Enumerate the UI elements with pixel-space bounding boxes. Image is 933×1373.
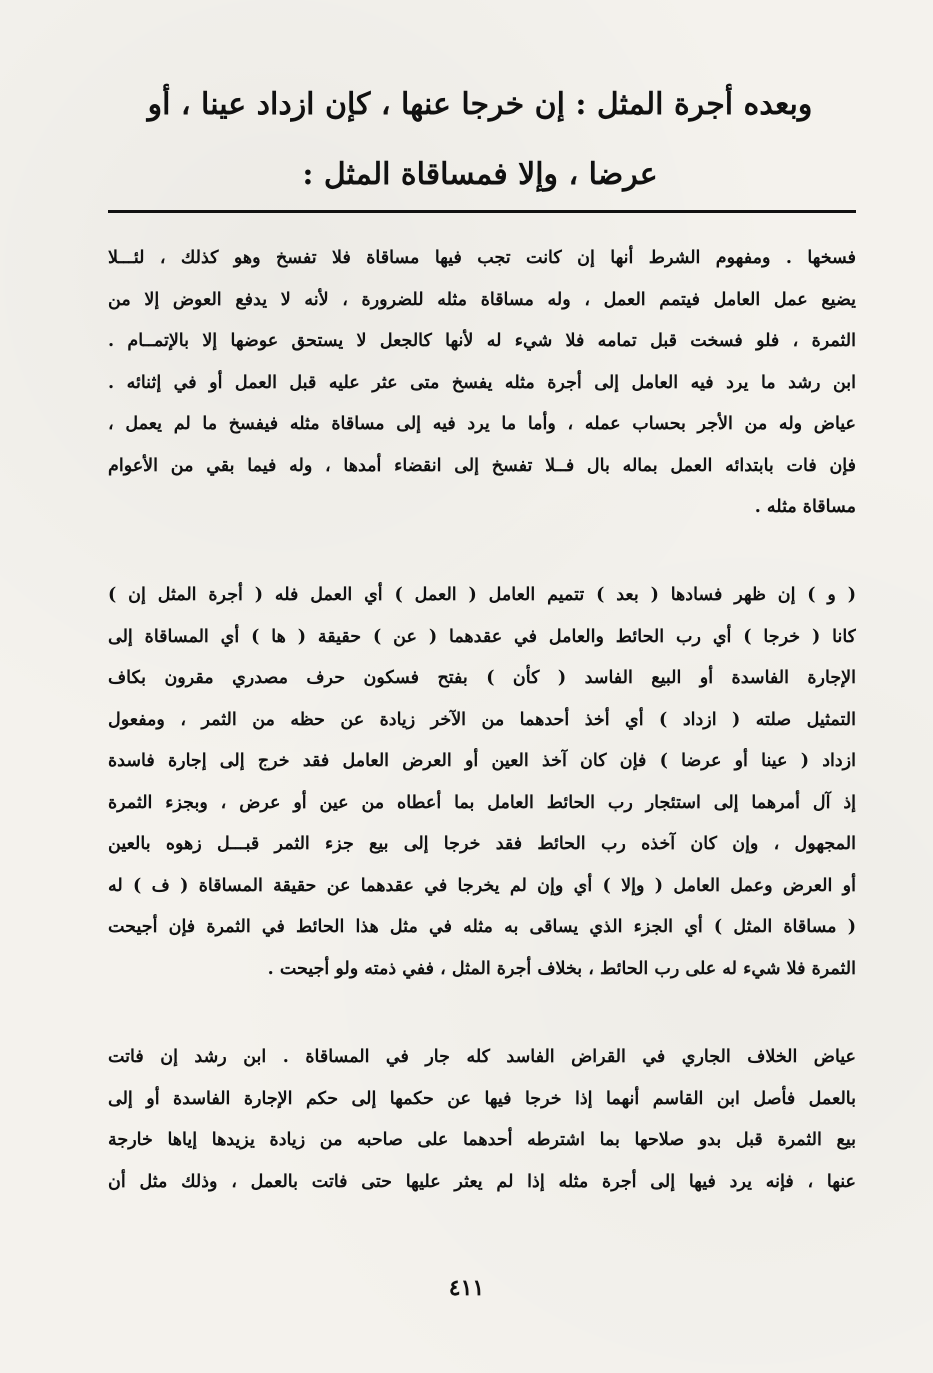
text-line: التمثيل صلته ( ازداد ) أي أخذ أحدهما من الآخر زيادة عن حظه من الثمر ، ومفعول <box>108 709 856 730</box>
text-line: كانا ( خرجا ) أي رب الحائط والعامل في عقدهما ( عن ) حقيقة ( ها ) أي المساقاة إلى <box>108 626 856 647</box>
matn-heading <box>110 70 850 210</box>
text-line: فإن فات بابتدائه العمل بماله بال فــلا تفسخ إلى انقضاء أمدها ، وله فيما بقي من الأعوام <box>108 455 856 476</box>
heading-line-1: وبعده أجرة المثل : إن خرجا عنها ، كإن ازداد عينا ، أو <box>147 87 813 122</box>
commentary-paragraph-1 <box>108 238 856 529</box>
text-line: أو العرض وعمل العامل ( وإلا ) أي وإن لم يخرجا في عقدهما عن حقيقة المساقاة ( ف ) له <box>108 875 856 896</box>
text-line: ابن رشد ما يرد فيه العامل إلى أجرة مثله يفسخ متى عثر عليه قبل العمل أو في إثنائه . <box>108 372 856 393</box>
text-line: فسخها . ومفهوم الشرط أنها إن كانت تجب فيها مساقاة فلا تفسخ وهو كذلك ، لئـــلا <box>108 248 856 268</box>
text-line: ( مساقاة المثل ) أي الجزء الذي يساقى به مثله في مثل هذا الحائط في الثمرة فإن أجيحت <box>108 917 856 937</box>
text-line: ازداد ( عينا أو عرضا ) فإن كان آخذ العين أو العرض العامل فقد خرج إلى إجارة فاسدة <box>108 751 856 771</box>
page-number: ٤١١ <box>448 1275 485 1301</box>
text-line: عياض وله من الأجر بحساب عمله ، وأما ما يرد فيه إلى مساقاة مثله فيفسخ ما لم يعمل ، <box>108 414 856 434</box>
heading-divider <box>108 210 856 213</box>
text-line: عنها ، فإنه يرد فيها إلى أجرة مثله إذا لم يعثر عليها حتى فاتت بالعمل ، وذلك مثل أن <box>108 1171 856 1192</box>
text-line: إذ آل أمرهما إلى استئجار رب الحائط العامل بما أعطاه من عين أو عرض ، وبجزء الثمرة <box>108 792 856 813</box>
text-line: يضيع عمل العامل فيتمم العمل ، وله مساقاة مثله للضرورة ، لأنه لا يدفع العوض إلا من <box>108 289 856 310</box>
text-line: بالعمل فأصل ابن القاسم أنهما إذا خرجا فيها عن حكمها إلى حكم الإجارة الفاسدة أو إلى <box>108 1088 856 1109</box>
text-line: الثمرة فلا شيء له على رب الحائط ، بخلاف أجرة المثل ، ففي ذمته ولو أجيحت . <box>267 958 856 979</box>
commentary-paragraph-3 <box>108 1037 856 1203</box>
text-line: ( و ) إن ظهر فسادها ( بعد ) تتميم العامل ( العمل ) أي العمل فله ( أجرة المثل إن ) <box>108 585 856 605</box>
commentary-paragraph-2 <box>108 575 856 990</box>
text-line: مساقاة مثله . <box>754 497 856 517</box>
heading-line-2: عرضا ، وإلا فمساقاة المثل : <box>302 157 658 192</box>
text-line: الثمرة ، فلو فسخت قبل تمامه فلا شيء له لأنها كالجعل لا يستحق عوضها إلا بالإتمــام . <box>108 331 856 351</box>
text-line: المجهول ، وإن كان آخذه رب الحائط فقد خرجا إلى بيع جزء الثمر قبـــل زهوه بالعين <box>108 834 856 854</box>
text-line: عياض الخلاف الجاري في القراض الفاسد كله جار في المساقاة . ابن رشد إن فاتت <box>108 1047 856 1067</box>
text-line: الإجارة الفاسدة أو البيع الفاسد ( كأن ) بفتح فسكون حرف مصدري مقرون بكاف <box>108 668 856 688</box>
text-line: بيع الثمرة قبل بدو صلاحها بما اشترطه أحدهما على صاحبه من زيادة يزيدها إياها خارجة <box>108 1130 856 1150</box>
